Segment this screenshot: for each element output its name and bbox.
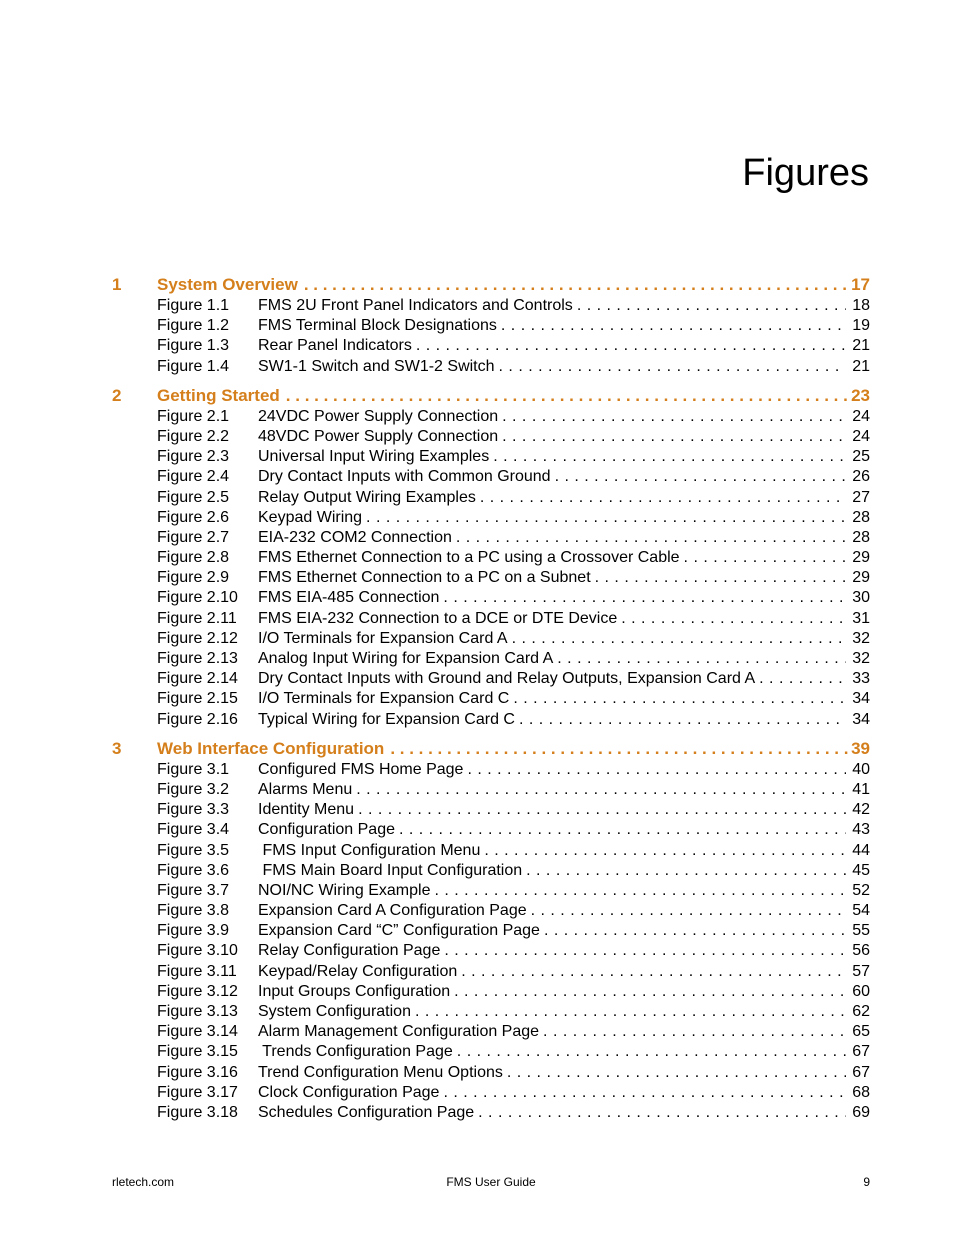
figure-page-number: 69 (852, 1103, 870, 1121)
figure-entry-link[interactable] (112, 489, 870, 509)
figure-label: Figure 2.16 (157, 710, 238, 728)
figure-entry-link[interactable] (112, 569, 870, 589)
figure-entry-link[interactable] (112, 882, 870, 902)
dot-leader (461, 963, 846, 981)
dot-leader (543, 1023, 846, 1041)
dot-leader (519, 711, 846, 729)
figure-entry-link[interactable] (112, 711, 870, 731)
figure-entry-link[interactable] (112, 358, 870, 378)
figure-title: FMS EIA-232 Connection to a DCE or DTE Device (258, 609, 618, 627)
figure-page-number: 57 (852, 962, 870, 980)
figure-entry-link[interactable] (112, 1084, 870, 1104)
dot-leader (286, 386, 849, 406)
dot-leader (684, 549, 847, 567)
figure-page-number: 29 (852, 549, 870, 567)
figure-label: Figure 3.15 (157, 1043, 238, 1061)
figure-label: Figure 3.13 (157, 1003, 238, 1020)
figure-label: Figure 2.5 (157, 488, 230, 506)
figure-label: Figure 2.10 (157, 589, 238, 607)
figure-page-number: 28 (852, 508, 870, 526)
figure-title: FMS Main Board Input Configuration (258, 861, 523, 879)
section-title: Web Interface Configuration (157, 738, 385, 758)
dot-leader (621, 610, 846, 628)
figure-label: Figure 3.2 (157, 780, 230, 798)
figure-page-number: 21 (852, 357, 870, 375)
figure-page-number: 25 (852, 448, 870, 466)
figure-entry-link[interactable] (112, 963, 870, 983)
figure-entry-link[interactable] (112, 1104, 870, 1124)
section-heading-link[interactable] (112, 275, 870, 297)
figure-title: Schedules Configuration Page (258, 1103, 475, 1121)
section-title: Getting Started (157, 385, 280, 405)
dot-leader (484, 842, 846, 860)
figure-page-number: 34 (852, 710, 870, 728)
dot-leader (502, 408, 846, 426)
dot-leader (480, 489, 846, 507)
figure-entry-link[interactable] (112, 1064, 870, 1084)
figure-entry-link[interactable] (112, 942, 870, 962)
figure-label: Figure 3.11 (157, 962, 237, 980)
figure-title: Input Groups Configuration (258, 982, 451, 1000)
figure-label: Figure 3.12 (157, 982, 238, 1000)
figure-entry-link[interactable] (112, 670, 870, 690)
figure-title: I/O Terminals for Expansion Card C (258, 690, 510, 708)
section-heading-link[interactable] (112, 386, 870, 408)
figure-page-number: 24 (852, 407, 870, 425)
dot-leader (457, 1043, 846, 1061)
figure-label: Figure 3.3 (157, 801, 230, 819)
figure-page-number: 32 (852, 629, 870, 647)
figure-page-number: 33 (852, 670, 870, 688)
figure-entry-link[interactable] (112, 610, 870, 630)
figure-label: Figure 2.6 (157, 508, 230, 526)
figure-title: Expansion Card A Configuration Page (258, 902, 527, 920)
figure-entry-link[interactable] (112, 529, 870, 549)
dot-leader (415, 1003, 846, 1021)
figure-entry-link[interactable] (112, 1003, 870, 1023)
dot-leader (557, 650, 846, 668)
figure-entry-link[interactable] (112, 922, 870, 942)
figure-label: Figure 3.9 (157, 922, 230, 940)
figure-page-number: 55 (852, 922, 870, 940)
figure-page-number: 28 (852, 528, 870, 546)
figure-entry-link[interactable] (112, 297, 870, 317)
section-page-number: 39 (851, 738, 870, 758)
figure-entry-link[interactable] (112, 902, 870, 922)
figure-title: Clock Configuration Page (258, 1083, 440, 1101)
dot-leader (513, 690, 846, 708)
figure-title: FMS 2U Front Panel Indicators and Controls (258, 297, 573, 314)
page-title: Figures (742, 152, 869, 194)
figure-page-number: 32 (852, 650, 870, 667)
dot-leader (390, 739, 849, 759)
figure-entry-link[interactable] (112, 842, 870, 862)
figure-page-number: 62 (852, 1003, 870, 1020)
figure-page-number: 54 (852, 902, 870, 920)
figure-label: Figure 2.1 (157, 407, 230, 425)
figure-title: Alarms Menu (258, 780, 353, 798)
figure-label: Figure 2.13 (157, 650, 238, 667)
figure-title: Keypad Wiring (258, 508, 363, 526)
section-page-number: 17 (851, 275, 870, 294)
figure-entry-link[interactable] (112, 428, 870, 448)
dot-leader (759, 670, 846, 688)
dot-leader (544, 922, 846, 940)
figure-entry-link[interactable] (112, 1043, 870, 1063)
figure-label: Figure 2.15 (157, 690, 238, 708)
figure-entry-link[interactable] (112, 589, 870, 609)
figure-label: Figure 3.7 (157, 881, 230, 899)
dot-leader (555, 468, 847, 486)
figure-entry-link[interactable] (112, 781, 870, 801)
figure-page-number: 29 (852, 569, 870, 587)
dot-leader (416, 337, 846, 355)
figure-label: Figure 2.4 (157, 468, 230, 486)
figure-label: Figure 3.14 (157, 1023, 238, 1041)
figure-title: Universal Input Wiring Examples (258, 448, 490, 466)
figure-page-number: 30 (852, 589, 870, 607)
figure-entry-link[interactable] (112, 761, 870, 781)
dot-leader (444, 942, 846, 960)
figure-page-number: 44 (852, 841, 870, 859)
figure-title: Relay Configuration Page (258, 942, 441, 960)
figure-page-number: 19 (852, 317, 870, 335)
dot-leader (456, 529, 846, 547)
figure-title: Typical Wiring for Expansion Card C (258, 710, 515, 728)
figure-title: FMS Terminal Block Designations (258, 317, 497, 335)
figure-title: Keypad/Relay Configuration (258, 962, 458, 980)
figure-page-number: 40 (852, 760, 870, 778)
figure-title: Trends Configuration Page (258, 1043, 453, 1061)
dot-leader (434, 882, 846, 900)
figure-label: Figure 1.4 (157, 357, 230, 375)
dot-leader (358, 801, 846, 819)
dot-leader (501, 317, 846, 335)
figure-page-number: 67 (852, 1043, 870, 1061)
figure-title: Configuration Page (258, 821, 395, 839)
figure-entry-link[interactable] (112, 690, 870, 710)
dot-leader (478, 1104, 846, 1122)
section-number: 1 (112, 275, 122, 294)
figure-entry-link[interactable] (112, 630, 870, 650)
figure-title: FMS EIA-485 Connection (258, 589, 440, 607)
figure-title: FMS Input Configuration Menu (258, 841, 481, 859)
footer-document-title: FMS User Guide (446, 1175, 536, 1189)
figure-title: Trend Configuration Menu Options (258, 1063, 503, 1081)
figure-entry-link[interactable] (112, 1023, 870, 1043)
footer-page-number: 9 (863, 1175, 870, 1189)
toc-section (112, 386, 870, 731)
figure-entry-link[interactable] (112, 983, 870, 1003)
dot-leader (366, 509, 846, 527)
dot-leader (577, 297, 846, 315)
dot-leader (356, 781, 846, 799)
dot-leader (507, 1064, 846, 1082)
dot-leader (443, 589, 846, 607)
dot-leader (454, 983, 846, 1001)
page-footer (112, 1175, 870, 1189)
figure-page-number: 60 (852, 982, 870, 1000)
figure-entry-link[interactable] (112, 862, 870, 882)
dot-leader (512, 630, 847, 648)
figure-title: Dry Contact Inputs with Common Ground (258, 468, 551, 486)
figure-title: I/O Terminals for Expansion Card A (258, 629, 508, 647)
figure-label: Figure 1.3 (157, 337, 230, 355)
figure-title: EIA-232 COM2 Connection (258, 528, 452, 546)
figure-label: Figure 3.18 (157, 1103, 238, 1121)
figure-title: FMS Ethernet Connection to a PC using a Crossover Cable (258, 549, 680, 567)
figure-label: Figure 3.16 (157, 1063, 238, 1081)
figure-title: Configured FMS Home Page (258, 760, 464, 778)
figure-page-number: 45 (852, 861, 870, 879)
figure-label: Figure 3.6 (157, 861, 230, 879)
figure-entry-link[interactable] (112, 549, 870, 569)
figure-label: Figure 2.8 (157, 549, 230, 567)
figure-title: SW1-1 Switch and SW1-2 Switch (258, 357, 495, 375)
figure-title: Expansion Card “C” Configuration Page (258, 922, 540, 940)
figure-label: Figure 2.11 (157, 609, 237, 627)
figure-title: Relay Output Wiring Examples (258, 488, 476, 506)
figure-page-number: 41 (852, 780, 870, 798)
figure-page-number: 24 (852, 427, 870, 445)
figure-page-number: 26 (852, 468, 870, 486)
figure-page-number: 67 (852, 1063, 870, 1081)
figure-page-number: 65 (852, 1023, 870, 1041)
figure-label: Figure 2.9 (157, 569, 230, 587)
figure-label: Figure 3.17 (157, 1083, 238, 1101)
figure-label: Figure 3.8 (157, 902, 230, 920)
figure-page-number: 43 (852, 821, 870, 839)
figure-entry-link[interactable] (112, 468, 870, 488)
figure-title: NOI/NC Wiring Example (258, 881, 431, 899)
dot-leader (499, 358, 847, 376)
figure-label: Figure 3.1 (157, 760, 230, 778)
table-of-figures (112, 275, 870, 1132)
figure-label: Figure 1.1 (157, 297, 230, 314)
toc-section (112, 275, 870, 378)
section-number: 3 (112, 738, 122, 758)
figure-entry-link[interactable] (112, 801, 870, 821)
dot-leader (531, 902, 847, 920)
figure-page-number: 21 (852, 337, 870, 355)
section-number: 2 (112, 385, 122, 405)
section-page-number: 23 (851, 385, 870, 405)
figure-title: System Configuration (258, 1003, 411, 1020)
dot-leader (304, 275, 849, 295)
figure-entry-link[interactable] (112, 448, 870, 468)
figure-page-number: 68 (852, 1083, 870, 1101)
section-heading-link[interactable] (112, 739, 870, 761)
figure-page-number: 52 (852, 881, 870, 899)
figure-entry-link[interactable] (112, 821, 870, 841)
figure-title: Alarm Management Configuration Page (258, 1023, 540, 1041)
dot-leader (443, 1084, 846, 1102)
section-title: System Overview (157, 275, 298, 294)
figure-title: Dry Contact Inputs with Ground and Relay Outputs, Expansion Card A (258, 670, 756, 688)
figure-page-number: 27 (852, 488, 870, 506)
figure-title: Identity Menu (258, 801, 355, 819)
figure-title: 24VDC Power Supply Connection (258, 407, 499, 425)
figure-entry-link[interactable] (112, 650, 870, 670)
figure-label: Figure 2.2 (157, 427, 230, 445)
figure-page-number: 34 (852, 690, 870, 708)
figure-label: Figure 3.4 (157, 821, 230, 839)
figure-title: Rear Panel Indicators (258, 337, 412, 355)
figure-entry-link[interactable] (112, 317, 870, 337)
dot-leader (526, 862, 846, 880)
figure-entry-link[interactable] (112, 408, 870, 428)
figure-label: Figure 2.12 (157, 629, 238, 647)
dot-leader (467, 761, 846, 779)
figure-label: Figure 1.2 (157, 317, 230, 335)
figure-label: Figure 2.14 (157, 670, 238, 688)
dot-leader (595, 569, 847, 587)
figure-label: Figure 3.10 (157, 942, 238, 960)
figure-entry-link[interactable] (112, 337, 870, 357)
dot-leader (502, 428, 846, 446)
footer-website: rletech.com (112, 1175, 175, 1189)
figure-label: Figure 2.7 (157, 528, 230, 546)
dot-leader (399, 821, 846, 839)
toc-section (112, 739, 870, 1124)
figure-page-number: 31 (852, 609, 870, 627)
figure-page-number: 18 (852, 297, 870, 314)
figure-label: Figure 2.3 (157, 448, 230, 466)
dot-leader (493, 448, 846, 466)
figure-page-number: 42 (852, 801, 870, 819)
figure-page-number: 56 (852, 942, 870, 960)
figure-title: FMS Ethernet Connection to a PC on a Subnet (258, 569, 591, 587)
figure-title: 48VDC Power Supply Connection (258, 427, 499, 445)
figure-label: Figure 3.5 (157, 841, 230, 859)
figure-title: Analog Input Wiring for Expansion Card A (258, 650, 554, 667)
figure-entry-link[interactable] (112, 509, 870, 529)
